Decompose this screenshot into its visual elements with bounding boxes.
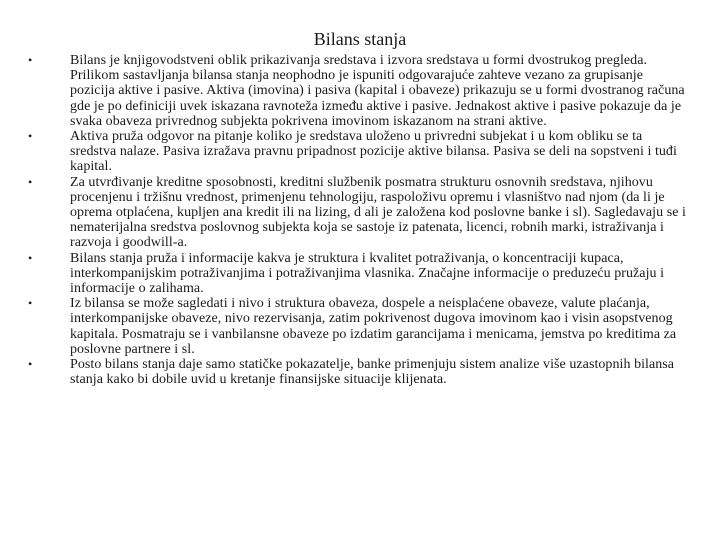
bullet-dot-icon: • — [28, 174, 33, 189]
bullet-item — [28, 53, 688, 129]
bullet-text: Posto bilans stanja daje samo statičke pokazatelje, banke primenjuju sistem analize više uzastopnih bilansa stanja kako bi dobile uvid u kretanje finansijske situacije klijenata. — [70, 357, 675, 388]
bullet-item — [28, 296, 688, 357]
bullet-list — [28, 53, 688, 387]
bullet-dot-icon: • — [28, 296, 33, 311]
bullet-item — [28, 357, 688, 387]
slide-title: Bilans stanja — [313, 29, 407, 49]
bullet-dot-icon: • — [28, 357, 33, 372]
bullet-text: Bilans stanja pruža i informacije kakva je struktura i kvalitet potraživanja, o koncentraciji kupaca, interkompanijskim potraživanjima i potraživanjima vlasnika. Značajne informacije o preduzeću pružaju i informacije o zalihama. — [70, 250, 665, 297]
bullet-text: Iz bilansa se može sagledati i nivo i struktura obaveza, dospele a neisplaćene obaveze, valute plaćanja, interkompanijske obaveze, nivo rezervisanja, zatim pokrivenost dugova imovinom kao i visin asopstvenog kapitala. Posmatraju se i vanbilansne obaveze po izdatim garancijama i menicama, jemstva po kreditima za poslovne partnere i sl. — [70, 296, 677, 357]
bullet-dot-icon: • — [28, 250, 33, 265]
bullet-dot-icon: • — [28, 53, 33, 67]
bullet-dot-icon: • — [28, 129, 33, 144]
bullet-item — [28, 251, 688, 297]
bullet-text: Bilans je knjigovodstveni oblik prikazivanja sredstava i izvora sredstava u formi dvostrukog pregleda. Prilikom sastavljanja bilansa stanja neophodno je ispuniti odgovarajuće zahteve vezano za grupisanje pozicija aktive i pasive. Aktiva (imovina) i pasiva (kapital i obaveze) prikazuju se u formi dvostranog računa gde je po definiciji uvek iskazana ravnoteža između aktive i pasive. Jednakost aktive i pasive pokazuje da je svaka obaveza privrednog subjekta pokrivena imovinom iskazanom na strani aktive. — [70, 53, 685, 129]
bullet-text: Za utvrđivanje kreditne sposobnosti, kreditni službenik posmatra strukturu osnovnih sredstava, njihovu procenjenu i tržišnu vrednost, primenjenu tehnologiju, raspoloživu opremu i vlasništvo nad njom (da li je oprema otplaćena, kupljen ana kredit ili na lizing, d ali je založena kod poslovne banke i sl). Sagledavaju se i nematerijalna sredstva poslovnog subjekta koja se sastoje iz patenata, licenci, robnih marki, istraživanja i razvoja i goodwill-a. — [70, 174, 686, 251]
bullet-item — [28, 129, 688, 175]
bullet-item — [28, 175, 688, 251]
bullet-text: Aktiva pruža odgovor na pitanje koliko je sredstava uloženo u privredni subjekat i u kom obliku se ta sredstva nalaze. Pasiva izražava pravnu pripadnost pozicije aktive bilansa. Pasiva se deli na sopstveni i tuđi kapital. — [70, 129, 677, 175]
